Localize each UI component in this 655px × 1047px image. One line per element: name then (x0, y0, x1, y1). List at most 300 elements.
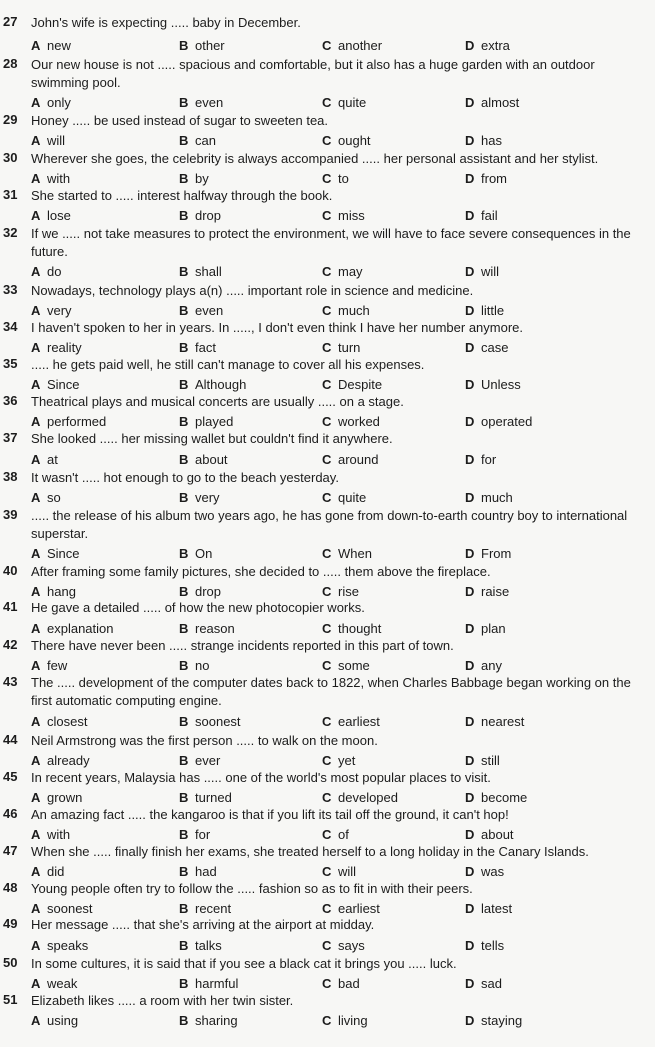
option-d[interactable] (465, 38, 510, 53)
option-a[interactable] (31, 1013, 78, 1028)
option-d[interactable] (465, 452, 496, 467)
question-text: Theatrical plays and musical concerts are usually ..... on a stage. (31, 394, 404, 409)
option-letter: B (179, 938, 189, 953)
option-b[interactable] (179, 377, 246, 392)
option-text: soonest (47, 901, 93, 916)
option-b[interactable] (179, 340, 216, 355)
option-letter: C (322, 584, 332, 599)
option-a[interactable] (31, 976, 77, 991)
option-text: speaks (47, 938, 89, 953)
question-number: 32 (3, 225, 18, 240)
option-letter: B (179, 490, 189, 505)
option-c[interactable] (322, 1013, 368, 1028)
question-number: 27 (3, 14, 18, 29)
option-b[interactable] (179, 621, 235, 636)
option-b[interactable] (179, 658, 209, 673)
option-text: latest (481, 901, 513, 916)
option-letter: A (31, 621, 41, 636)
option-letter: C (322, 490, 332, 505)
option-d[interactable] (465, 171, 507, 186)
option-text: lose (47, 208, 71, 223)
option-letter: D (465, 414, 475, 429)
option-text: staying (481, 1013, 523, 1028)
option-letter: B (179, 827, 189, 842)
option-text: performed (47, 414, 107, 429)
option-b[interactable] (179, 753, 220, 768)
option-b[interactable] (179, 490, 220, 505)
option-text: Unless (481, 377, 521, 392)
option-text: bad (338, 976, 360, 991)
option-d[interactable] (465, 133, 502, 148)
option-c[interactable] (322, 171, 349, 186)
option-text: yet (338, 753, 356, 768)
option-letter: C (322, 38, 332, 53)
option-text: ought (338, 133, 371, 148)
option-c[interactable] (322, 901, 380, 916)
question-text: Wherever she goes, the celebrity is always accompanied ..... her personal assistant and her stylist. (31, 151, 599, 166)
option-letter: B (179, 303, 189, 318)
option-letter: A (31, 414, 41, 429)
option-b[interactable] (179, 714, 241, 729)
question-number: 28 (3, 56, 18, 71)
option-a[interactable] (31, 714, 87, 729)
option-text: turned (195, 790, 232, 805)
option-letter: B (179, 546, 189, 561)
option-c[interactable] (322, 264, 363, 279)
option-b[interactable] (179, 264, 222, 279)
option-text: Although (195, 377, 247, 392)
option-c[interactable] (322, 414, 380, 429)
option-text: nearest (481, 714, 525, 729)
option-letter: A (31, 753, 41, 768)
option-text: has (481, 133, 502, 148)
option-a[interactable] (31, 658, 67, 673)
option-a[interactable] (31, 414, 106, 429)
option-text: Despite (338, 377, 383, 392)
option-letter: C (322, 790, 332, 805)
option-d[interactable] (465, 753, 500, 768)
option-a[interactable] (31, 938, 88, 953)
option-letter: C (322, 303, 332, 318)
option-letter: C (322, 658, 332, 673)
option-text: miss (338, 208, 365, 223)
option-text: from (481, 171, 507, 186)
option-text: reason (195, 621, 235, 636)
option-letter: B (179, 133, 189, 148)
option-c[interactable] (322, 303, 370, 318)
question-number: 50 (3, 955, 18, 970)
question-text: An amazing fact ..... the kangaroo is that if you lift its tail off the ground, it can't hop! (31, 807, 509, 822)
option-c[interactable] (322, 790, 398, 805)
option-text: weak (47, 976, 78, 991)
question-number: 47 (3, 843, 18, 858)
option-text: quite (338, 95, 367, 110)
option-letter: A (31, 864, 41, 879)
option-a[interactable] (31, 377, 80, 392)
option-text: about (481, 827, 514, 842)
option-d[interactable] (465, 658, 502, 673)
option-a[interactable] (31, 133, 65, 148)
option-c[interactable] (322, 377, 382, 392)
option-letter: C (322, 827, 332, 842)
question-text: Our new house is not ..... spacious and comfortable, but it also has a huge garden with an outdoor swimming pool. (31, 57, 595, 90)
option-a[interactable] (31, 621, 114, 636)
option-letter: C (322, 864, 332, 879)
option-c[interactable] (322, 938, 365, 953)
option-letter: C (322, 133, 332, 148)
option-letter: B (179, 658, 189, 673)
question-number: 51 (3, 992, 18, 1007)
option-text: grown (47, 790, 83, 805)
option-letter: B (179, 264, 189, 279)
question-text: ..... the release of his album two years ago, he has gone from down-to-earth country boy to international superstar. (31, 508, 628, 541)
option-text: When (338, 546, 372, 561)
option-c[interactable] (322, 714, 380, 729)
option-letter: C (322, 340, 332, 355)
question-text: Elizabeth likes ..... a room with her twin sister. (31, 993, 294, 1008)
option-letter: B (179, 584, 189, 599)
question-number: 40 (3, 563, 18, 578)
option-text: operated (481, 414, 533, 429)
question-number: 44 (3, 732, 18, 747)
option-d[interactable] (465, 1013, 522, 1028)
question-number: 34 (3, 319, 18, 334)
option-a[interactable] (31, 340, 82, 355)
option-letter: D (465, 753, 475, 768)
option-d[interactable] (465, 584, 509, 599)
question-number: 38 (3, 469, 18, 484)
question-number: 43 (3, 674, 18, 689)
option-letter: C (322, 208, 332, 223)
option-c[interactable] (322, 864, 356, 879)
option-b[interactable] (179, 303, 223, 318)
option-letter: B (179, 208, 189, 223)
option-a[interactable] (31, 171, 70, 186)
option-letter: B (179, 414, 189, 429)
option-text: at (47, 452, 58, 467)
option-b[interactable] (179, 584, 221, 599)
option-text: harmful (195, 976, 239, 991)
option-text: around (338, 452, 379, 467)
option-text: earliest (338, 714, 380, 729)
option-d[interactable] (465, 208, 498, 223)
option-letter: D (465, 827, 475, 842)
option-d[interactable] (465, 490, 513, 505)
option-text: rise (338, 584, 359, 599)
option-text: only (47, 95, 71, 110)
option-text: ever (195, 753, 221, 768)
option-a[interactable] (31, 546, 80, 561)
option-letter: B (179, 377, 189, 392)
question-text: Young people often try to follow the ..... fashion so as to fit in with their peers. (31, 881, 473, 896)
option-text: drop (195, 208, 222, 223)
question-text: Honey ..... be used instead of sugar to sweeten tea. (31, 113, 329, 128)
option-text: few (47, 658, 68, 673)
option-c[interactable] (322, 658, 370, 673)
option-letter: C (322, 938, 332, 953)
option-letter: A (31, 133, 41, 148)
option-text: of (338, 827, 349, 842)
option-d[interactable] (465, 95, 519, 110)
option-text: developed (338, 790, 398, 805)
option-c[interactable] (322, 38, 382, 53)
option-text: even (195, 95, 224, 110)
option-a[interactable] (31, 264, 61, 279)
option-letter: A (31, 264, 41, 279)
option-text: little (481, 303, 505, 318)
option-c[interactable] (322, 753, 355, 768)
question-number: 33 (3, 282, 18, 297)
option-letter: B (179, 864, 189, 879)
option-text: Since (47, 377, 80, 392)
option-a[interactable] (31, 584, 76, 599)
option-d[interactable] (465, 901, 512, 916)
option-letter: B (179, 95, 189, 110)
option-letter: A (31, 546, 41, 561)
option-text: no (195, 658, 210, 673)
option-text: extra (481, 38, 510, 53)
question-text: Her message ..... that she's arriving at the airport at midday. (31, 917, 375, 932)
option-c[interactable] (322, 827, 349, 842)
option-text: using (47, 1013, 79, 1028)
option-d[interactable] (465, 976, 502, 991)
option-b[interactable] (179, 901, 231, 916)
option-b[interactable] (179, 1013, 238, 1028)
option-text: will (47, 133, 66, 148)
option-d[interactable] (465, 546, 511, 561)
option-c[interactable] (322, 584, 359, 599)
option-c[interactable] (322, 208, 365, 223)
option-text: says (338, 938, 365, 953)
option-text: fact (195, 340, 216, 355)
option-letter: D (465, 303, 475, 318)
option-letter: D (465, 171, 475, 186)
option-text: raise (481, 584, 510, 599)
option-letter: D (465, 938, 475, 953)
question-number: 30 (3, 150, 18, 165)
option-a[interactable] (31, 208, 71, 223)
option-b[interactable] (179, 171, 209, 186)
question-number: 45 (3, 769, 18, 784)
option-letter: C (322, 901, 332, 916)
option-c[interactable] (322, 976, 360, 991)
option-text: so (47, 490, 61, 505)
option-c[interactable] (322, 340, 360, 355)
option-text: hang (47, 584, 76, 599)
question-text: She started to ..... interest halfway through the book. (31, 188, 333, 203)
option-c[interactable] (322, 452, 378, 467)
option-text: reality (47, 340, 82, 355)
option-letter: B (179, 790, 189, 805)
option-b[interactable] (179, 864, 217, 879)
question-number: 46 (3, 806, 18, 821)
option-letter: A (31, 827, 41, 842)
option-a[interactable] (31, 901, 93, 916)
option-a[interactable] (31, 38, 71, 53)
option-a[interactable] (31, 452, 58, 467)
option-letter: D (465, 621, 475, 636)
option-text: will (481, 264, 500, 279)
option-d[interactable] (465, 714, 524, 729)
question-text: ..... he gets paid well, he still can't manage to cover all his expenses. (31, 357, 425, 372)
option-text: already (47, 753, 90, 768)
question-number: 31 (3, 187, 18, 202)
option-text: Since (47, 546, 80, 561)
option-text: by (195, 171, 209, 186)
option-c[interactable] (322, 490, 366, 505)
option-letter: A (31, 790, 41, 805)
option-b[interactable] (179, 790, 232, 805)
option-text: sad (481, 976, 502, 991)
question-text: The ..... development of the computer dates back to 1822, when Charles Babbage began working on the first automatic computing engine. (31, 675, 631, 708)
option-letter: A (31, 171, 41, 186)
option-text: did (47, 864, 65, 879)
question-text: In some cultures, it is said that if you see a black cat it brings you ..... luck. (31, 956, 457, 971)
option-b[interactable] (179, 95, 223, 110)
question-text: She looked ..... her missing wallet but couldn't find it anywhere. (31, 431, 393, 446)
option-b[interactable] (179, 414, 233, 429)
option-letter: A (31, 490, 41, 505)
option-letter: A (31, 1013, 41, 1028)
question-text: John's wife is expecting ..... baby in December. (31, 15, 301, 30)
option-a[interactable] (31, 303, 72, 318)
option-letter: A (31, 303, 41, 318)
question-text: I haven't spoken to her in years. In ....., I don't even think I have her number anymore. (31, 320, 524, 335)
option-letter: D (465, 901, 475, 916)
question-number: 29 (3, 112, 18, 127)
question-number: 37 (3, 430, 18, 445)
option-letter: A (31, 38, 41, 53)
option-letter: C (322, 753, 332, 768)
option-letter: C (322, 264, 332, 279)
option-b[interactable] (179, 938, 222, 953)
option-letter: D (465, 340, 475, 355)
option-b[interactable] (179, 208, 221, 223)
option-letter: A (31, 938, 41, 953)
question-number: 42 (3, 637, 18, 652)
option-letter: C (322, 95, 332, 110)
option-d[interactable] (465, 377, 521, 392)
option-text: On (195, 546, 213, 561)
option-letter: A (31, 901, 41, 916)
option-text: fail (481, 208, 498, 223)
question-number: 48 (3, 880, 18, 895)
option-letter: B (179, 340, 189, 355)
option-text: talks (195, 938, 222, 953)
option-text: can (195, 133, 216, 148)
question-number: 35 (3, 356, 18, 371)
option-text: was (481, 864, 505, 879)
option-letter: C (322, 414, 332, 429)
option-a[interactable] (31, 490, 61, 505)
question-number: 49 (3, 916, 18, 931)
option-text: earliest (338, 901, 380, 916)
option-text: quite (338, 490, 367, 505)
option-a[interactable] (31, 827, 70, 842)
option-letter: B (179, 621, 189, 636)
option-b[interactable] (179, 976, 238, 991)
option-d[interactable] (465, 340, 508, 355)
option-b[interactable] (179, 452, 228, 467)
option-b[interactable] (179, 38, 225, 53)
option-text: plan (481, 621, 506, 636)
option-c[interactable] (322, 546, 372, 561)
option-letter: C (322, 621, 332, 636)
option-text: drop (195, 584, 222, 599)
option-letter: A (31, 976, 41, 991)
option-text: had (195, 864, 217, 879)
option-letter: D (465, 1013, 475, 1028)
option-letter: B (179, 1013, 189, 1028)
option-c[interactable] (322, 95, 366, 110)
option-text: to (338, 171, 349, 186)
option-letter: C (322, 1013, 332, 1028)
option-d[interactable] (465, 621, 506, 636)
option-b[interactable] (179, 546, 212, 561)
option-c[interactable] (322, 621, 381, 636)
option-text: thought (338, 621, 382, 636)
option-a[interactable] (31, 790, 82, 805)
option-d[interactable] (465, 264, 499, 279)
option-d[interactable] (465, 414, 532, 429)
option-text: living (338, 1013, 368, 1028)
option-a[interactable] (31, 864, 64, 879)
option-a[interactable] (31, 753, 90, 768)
option-letter: B (179, 452, 189, 467)
option-text: for (481, 452, 497, 467)
option-c[interactable] (322, 133, 371, 148)
option-text: case (481, 340, 509, 355)
option-d[interactable] (465, 303, 504, 318)
option-letter: C (322, 377, 332, 392)
option-text: sharing (195, 1013, 238, 1028)
question-text: Nowadays, technology plays a(n) ..... important role in science and medicine. (31, 283, 474, 298)
option-d[interactable] (465, 827, 514, 842)
option-letter: A (31, 658, 41, 673)
option-text: tells (481, 938, 505, 953)
option-letter: A (31, 340, 41, 355)
option-letter: D (465, 546, 475, 561)
option-a[interactable] (31, 95, 71, 110)
option-text: almost (481, 95, 520, 110)
option-letter: B (179, 171, 189, 186)
option-text: worked (338, 414, 380, 429)
option-text: any (481, 658, 502, 673)
question-text: When she ..... finally finish her exams, she treated herself to a long holiday in the Canary Islands. (31, 844, 589, 859)
option-text: with (47, 827, 71, 842)
option-letter: D (465, 208, 475, 223)
option-letter: D (465, 133, 475, 148)
option-letter: C (322, 714, 332, 729)
option-text: even (195, 303, 224, 318)
option-d[interactable] (465, 790, 527, 805)
option-d[interactable] (465, 864, 504, 879)
option-text: for (195, 827, 211, 842)
option-letter: A (31, 584, 41, 599)
option-letter: B (179, 976, 189, 991)
option-letter: C (322, 452, 332, 467)
option-text: still (481, 753, 500, 768)
question-text: Neil Armstrong was the first person ..... to walk on the moon. (31, 733, 378, 748)
option-letter: D (465, 452, 475, 467)
option-b[interactable] (179, 827, 210, 842)
question-text: He gave a detailed ..... of how the new photocopier works. (31, 600, 365, 615)
option-d[interactable] (465, 938, 504, 953)
option-text: about (195, 452, 228, 467)
option-b[interactable] (179, 133, 216, 148)
option-text: recent (195, 901, 232, 916)
option-letter: C (322, 546, 332, 561)
